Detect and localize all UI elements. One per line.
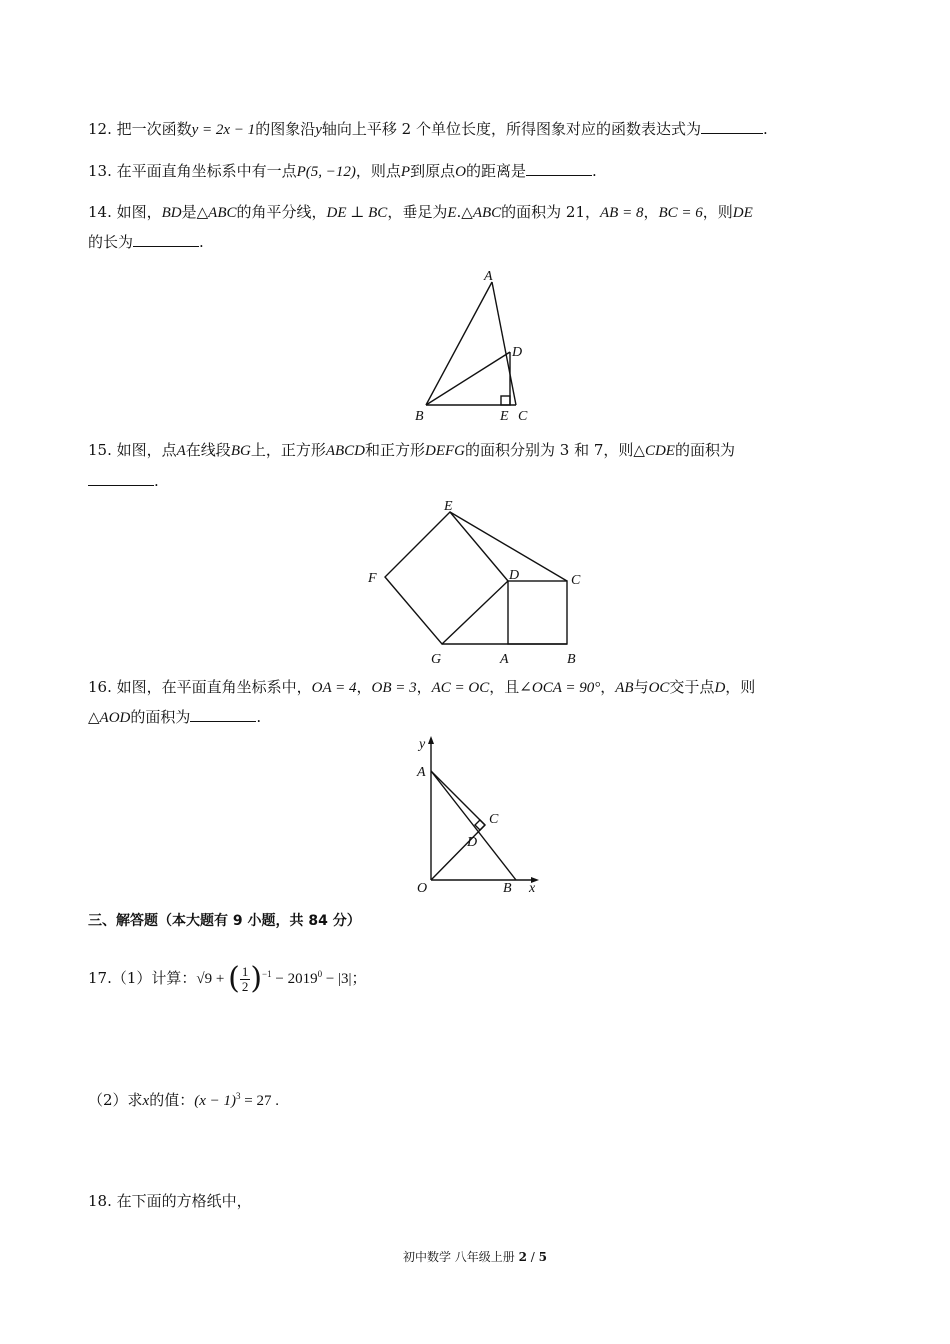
page-number: 2 bbox=[518, 1250, 527, 1264]
label-B: B bbox=[415, 409, 424, 424]
page-total: 5 bbox=[538, 1250, 548, 1264]
fraction-one-half: $\frac{1}{2}$ bbox=[241, 963, 249, 994]
label-D: D bbox=[467, 835, 478, 850]
answer-blank bbox=[526, 161, 592, 176]
label-y: y bbox=[419, 737, 426, 752]
answer-blank bbox=[190, 707, 256, 722]
question-12: 12. 把一次函数y = 2x − 1的图象沿y轴向上平移 2 个单位长度，所得图象对应的函数表达式为 . bbox=[88, 120, 768, 138]
label-C: C bbox=[571, 573, 581, 588]
label-A: A bbox=[500, 652, 509, 667]
label-D: D bbox=[512, 345, 523, 360]
q13-point: P(5, −12) bbox=[296, 164, 356, 180]
question-16-line1: 16. 如图，在平面直角坐标系中，OA = 4，OB = 3，AC = OC，且∠OCA = 90°，AB与OC交于点D，则 bbox=[88, 678, 756, 696]
label-C: C bbox=[489, 812, 499, 827]
q12-expression: y = 2x − 1 bbox=[191, 122, 256, 138]
label-x: x bbox=[529, 881, 536, 896]
label-A: A bbox=[484, 269, 493, 284]
question-15-line1: 15. 如图，点A在线段BG上，正方形ABCD和正方形DEFG的面积分别为 3 和 7，则△CDE的面积为 bbox=[88, 441, 735, 459]
question-14-line1: 14. 如图，BD是△ABC的角平分线，DE ⊥ BC，垂足为E.△ABC的面积为 21，AB = 8，BC = 6，则DE bbox=[88, 203, 753, 221]
answer-blank bbox=[133, 232, 199, 247]
figure-15-squares bbox=[360, 494, 600, 670]
question-16-line2: △AOD的面积为 . bbox=[88, 708, 262, 726]
page-footer: 初中数学 八年级上册 2 / 5 bbox=[402, 1250, 548, 1264]
label-D: D bbox=[509, 568, 520, 583]
label-F: F bbox=[368, 571, 377, 586]
question-15-line2: . bbox=[88, 470, 159, 492]
label-E: E bbox=[444, 499, 453, 514]
question-17-part1: 17.（1）计算：√9 + ( $\frac{1}{2}$ )$^{-1} - 2019^0 - |3|$； bbox=[88, 961, 367, 996]
figure-14-triangle bbox=[400, 262, 550, 424]
label-E: E bbox=[500, 409, 509, 424]
question-18: 18. 在下面的方格纸中， bbox=[88, 1192, 252, 1210]
question-17-part2: （2）求x的值：$(x - 1)^3 = 27$ . bbox=[88, 1091, 279, 1109]
label-G: G bbox=[431, 652, 442, 667]
label-O: O bbox=[417, 881, 428, 896]
label-C: C bbox=[518, 409, 528, 424]
figure-16-coordinate bbox=[405, 730, 555, 898]
answer-blank bbox=[701, 119, 763, 134]
label-B: B bbox=[567, 652, 576, 667]
answer-blank bbox=[88, 471, 154, 486]
question-14-line2: 的长为 . bbox=[88, 233, 204, 251]
section-3-heading: 三、解答题（本大题有 9 小题，共 84 分） bbox=[88, 913, 361, 929]
label-B: B bbox=[503, 881, 512, 896]
label-A: A bbox=[417, 765, 426, 780]
question-13: 13. 在平面直角坐标系中有一点P(5, −12)，则点P到原点O的距离是 . bbox=[88, 162, 597, 180]
